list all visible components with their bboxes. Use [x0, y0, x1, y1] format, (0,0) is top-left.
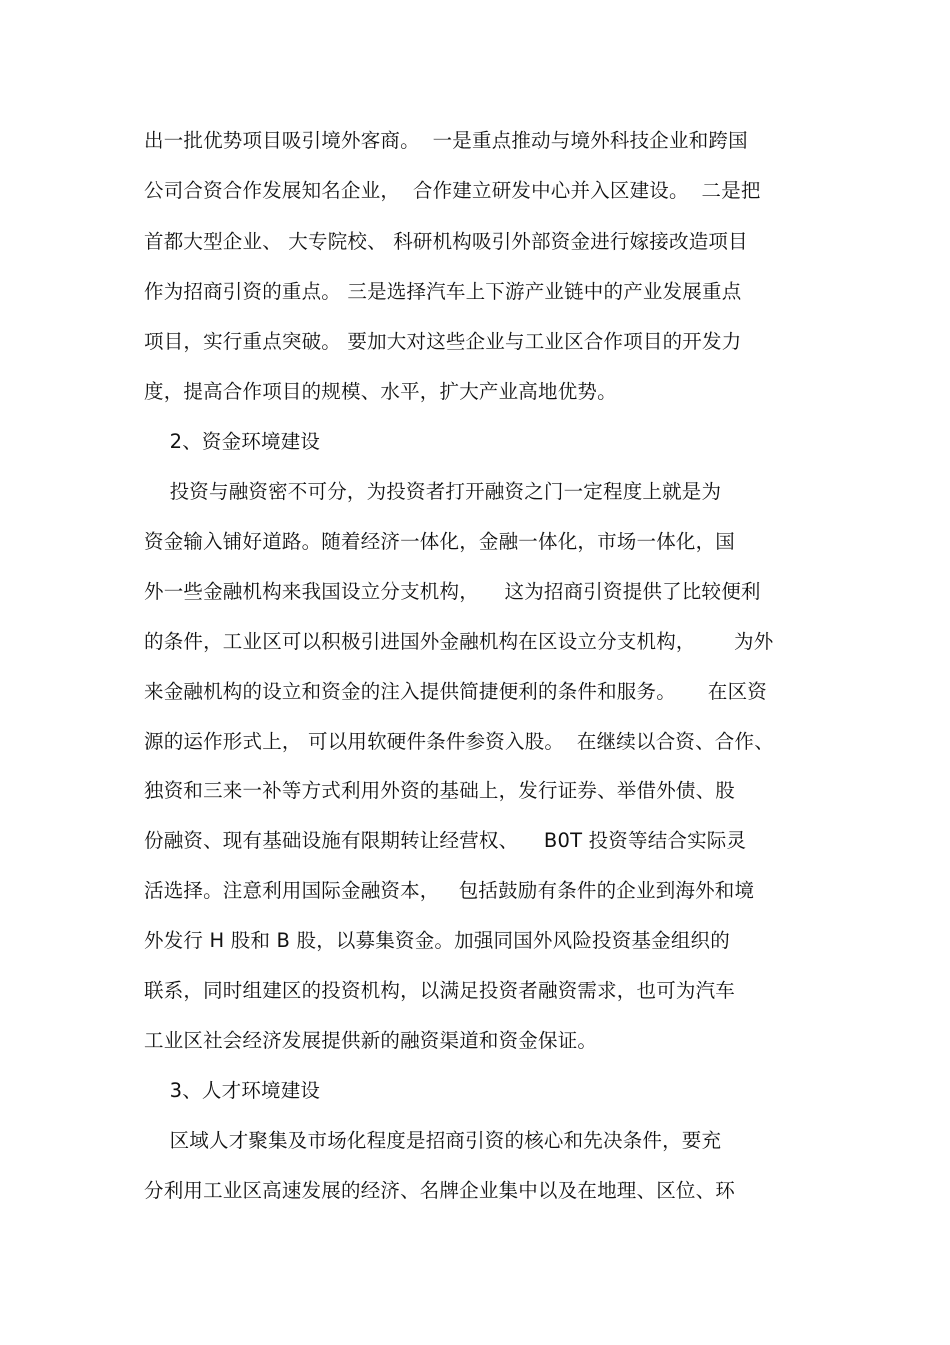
paragraph-line: 度，提高合作项目的规模、水平，扩大产业高地优势。	[144, 380, 617, 403]
paragraph-line: 独资和三来一补等方式利用外资的基础上，发行证券、举借外债、股	[144, 779, 736, 802]
paragraph-line: 资金输入铺好道路。随着经济一体化，金融一体化，市场一体化，国	[144, 530, 736, 553]
section-heading: 3、人才环境建设	[144, 1079, 321, 1102]
paragraph-line: 投资与融资密不可分，为投资者打开融资之门一定程度上就是为	[144, 480, 722, 503]
paragraph-line: 份融资、现有基础设施有限期转让经营权、 B0T 投资等结合实际灵	[144, 829, 747, 852]
paragraph-line: 首都大型企业、 大专院校、 科研机构吸引外部资金进行嫁接改造项目	[144, 230, 748, 253]
section-heading: 2、资金环境建设	[144, 430, 321, 453]
paragraph-line: 区域人才聚集及市场化程度是招商引资的核心和先决条件，要充	[144, 1129, 722, 1152]
paragraph-line: 的条件，工业区可以积极引进国外金融机构在区设立分支机构， 为外	[144, 630, 774, 653]
paragraph-line: 工业区社会经济发展提供新的融资渠道和资金保证。	[144, 1029, 598, 1052]
paragraph-line: 作为招商引资的重点。 三是选择汽车上下游产业链中的产业发展重点	[144, 280, 742, 303]
paragraph-line: 外一些金融机构来我国设立分支机构， 这为招商引资提供了比较便利	[144, 580, 761, 603]
paragraph-line: 外发行 H 股和 B 股，以募集资金。加强同国外风险投资基金组织的	[144, 929, 730, 952]
paragraph-line: 出一批优势项目吸引境外客商。 一是重点推动与境外科技企业和跨国	[144, 129, 748, 152]
paragraph-line: 公司合资合作发展知名企业， 合作建立研发中心并入区建设。 二是把	[144, 179, 761, 202]
paragraph-line: 项目，实行重点突破。 要加大对这些企业与工业区合作项目的开发力	[144, 330, 742, 353]
paragraph-line: 来金融机构的设立和资金的注入提供简捷便利的条件和服务。 在区资	[144, 680, 767, 703]
paragraph-line: 联系，同时组建区的投资机构，以满足投资者融资需求，也可为汽车	[144, 979, 736, 1002]
paragraph-line: 活选择。注意利用国际金融资本， 包括鼓励有条件的企业到海外和境	[144, 879, 755, 902]
paragraph-line: 源的运作形式上， 可以用软硬件条件参资入股。 在继续以合资、合作、	[144, 730, 774, 753]
paragraph-line: 分利用工业区高速发展的经济、名牌企业集中以及在地理、区位、环	[144, 1179, 736, 1202]
